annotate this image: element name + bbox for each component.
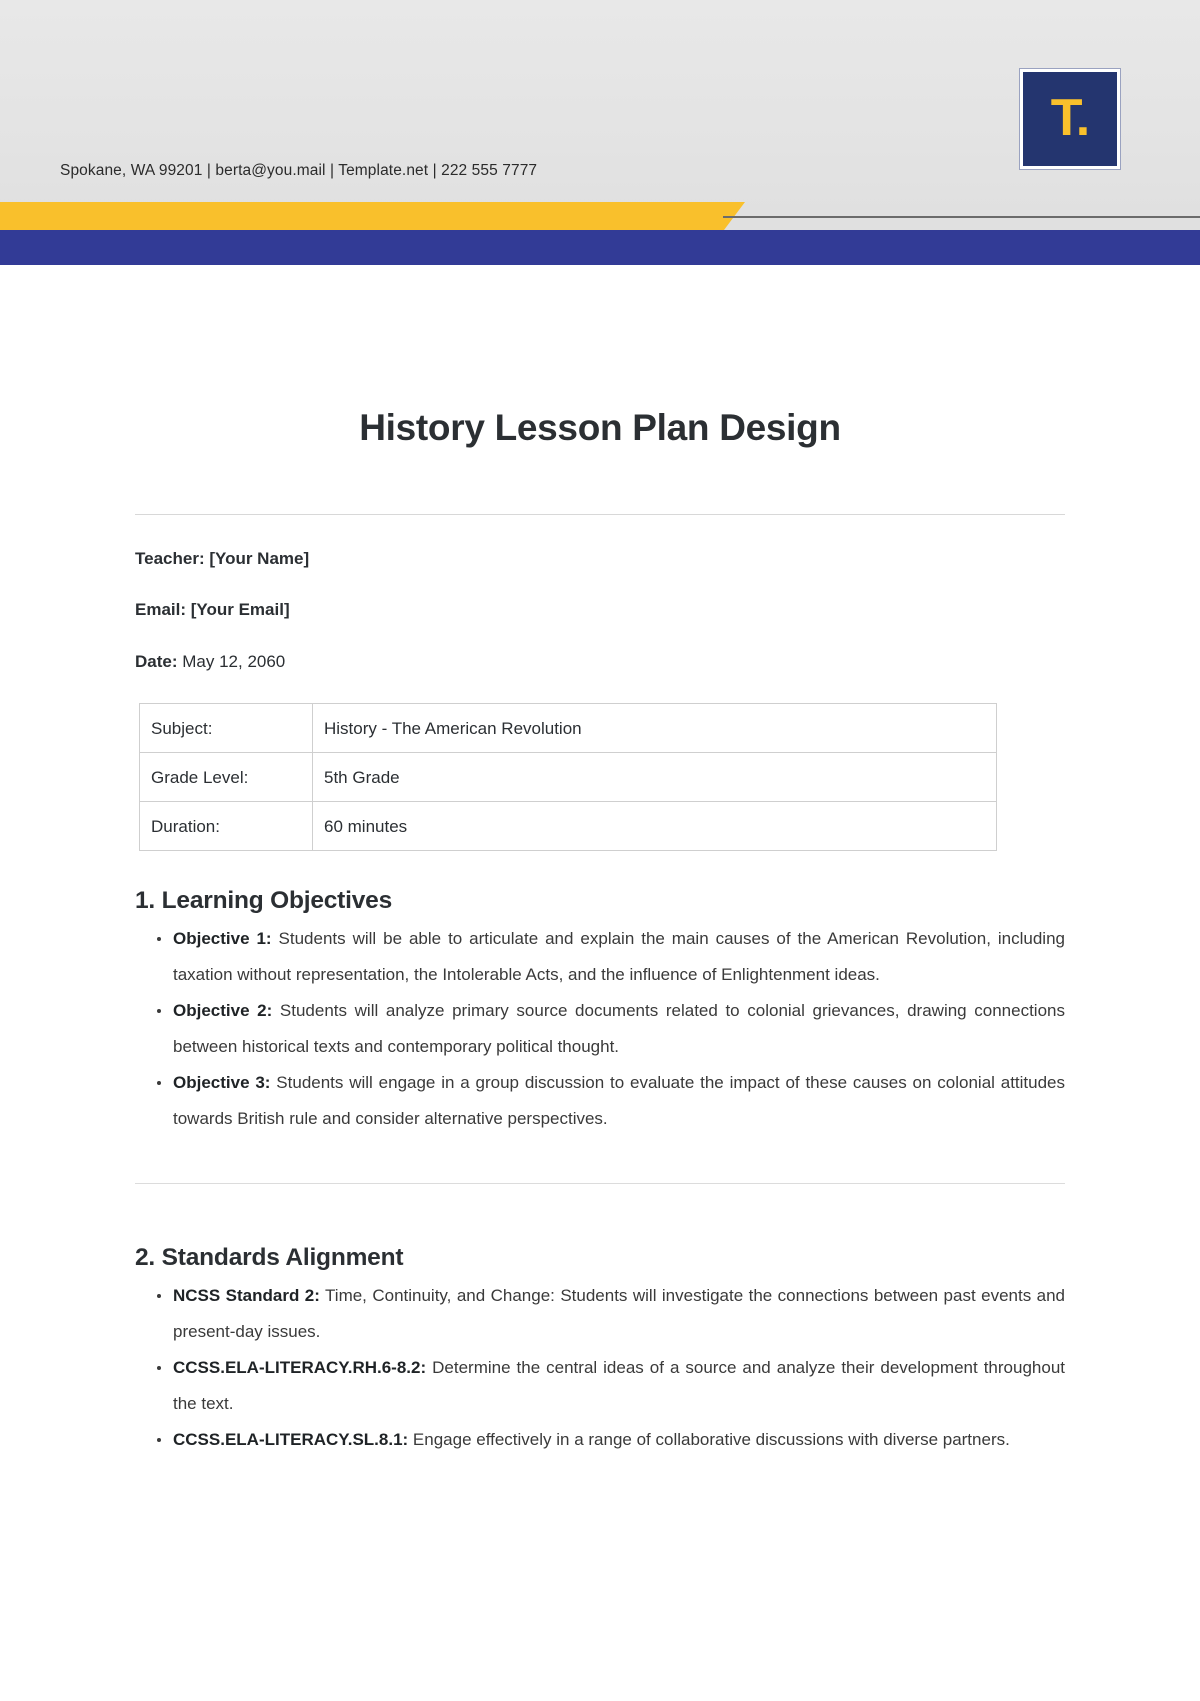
standards-alignment-list xyxy=(135,1278,1065,1458)
list-item-text: Students will be able to articulate and explain the main causes of the American Revolution, including taxation without representation, the Intolerable Acts, and the influence of Enlightenment ideas. xyxy=(173,929,1065,985)
list-item-text: Determine the central ideas of a source and analyze their development throughout the text. xyxy=(173,1358,1065,1414)
document-content-standards xyxy=(135,1184,1065,1458)
logo-glyph-text: T. xyxy=(1050,89,1090,147)
learning-objectives-list xyxy=(135,921,1065,1137)
section-heading-standards-alignment: 2. Standards Alignment xyxy=(135,1244,404,1272)
table-cell-key: Duration: xyxy=(140,802,313,851)
document-header xyxy=(0,0,1200,265)
list-item-label: NCSS Standard 2: xyxy=(173,1286,320,1306)
list-item xyxy=(157,1350,1065,1422)
list-item-text: Students will engage in a group discussion to evaluate the impact of these causes on colonial attitudes towards British rule and consider alternative perspectives. xyxy=(173,1073,1066,1129)
section-heading-learning-objectives: 1. Learning Objectives xyxy=(135,887,393,915)
header-rule-line xyxy=(723,216,1200,218)
date-line xyxy=(135,652,1065,672)
date-label: Date: xyxy=(135,651,178,671)
list-item xyxy=(157,1065,1065,1137)
list-item-text: Time, Continuity, and Change: Students will investigate the connections between past events and present-day issues. xyxy=(173,1286,1065,1342)
list-item xyxy=(157,1422,1065,1458)
date-value: May 12, 2060 xyxy=(182,651,286,671)
table-row xyxy=(140,753,997,802)
table-cell-value: 5th Grade xyxy=(313,753,997,802)
table-cell-key: Subject: xyxy=(140,704,313,753)
document-content xyxy=(135,515,1065,1137)
list-item-text: Students will analyze primary source documents related to colonial grievances, drawing connections between historical texts and contemporary political thought. xyxy=(173,1001,1065,1057)
document-page xyxy=(0,265,1200,1458)
contact-info-line: Spokane, WA 99201 | berta@you.mail | Template.net | 222 555 7777 xyxy=(60,162,538,179)
email-line: Email: [Your Email] xyxy=(135,600,290,620)
table-row xyxy=(140,704,997,753)
list-item-label: Objective 1: xyxy=(173,929,272,949)
list-item-label: Objective 3: xyxy=(173,1073,271,1093)
lesson-info-table-body xyxy=(140,704,997,851)
template-net-logo xyxy=(1020,69,1120,169)
table-row xyxy=(140,802,997,851)
list-item-label: CCSS.ELA-LITERACY.RH.6-8.2: xyxy=(173,1358,427,1378)
list-item-label: Objective 2: xyxy=(173,1001,273,1021)
list-item xyxy=(157,1278,1065,1350)
table-cell-value: 60 minutes xyxy=(313,802,997,851)
page-title: History Lesson Plan Design xyxy=(359,407,841,448)
table-cell-value: History - The American Revolution xyxy=(313,704,997,753)
table-cell-key: Grade Level: xyxy=(140,753,313,802)
list-item-label: CCSS.ELA-LITERACY.SL.8.1: xyxy=(173,1430,409,1450)
list-item xyxy=(157,993,1065,1065)
list-item xyxy=(157,921,1065,993)
list-item-text: Engage effectively in a range of collaborative discussions with diverse partners. xyxy=(408,1430,1010,1450)
lesson-info-table xyxy=(139,703,997,851)
teacher-line: Teacher: [Your Name] xyxy=(135,549,310,568)
blue-accent-bar xyxy=(0,230,1200,265)
